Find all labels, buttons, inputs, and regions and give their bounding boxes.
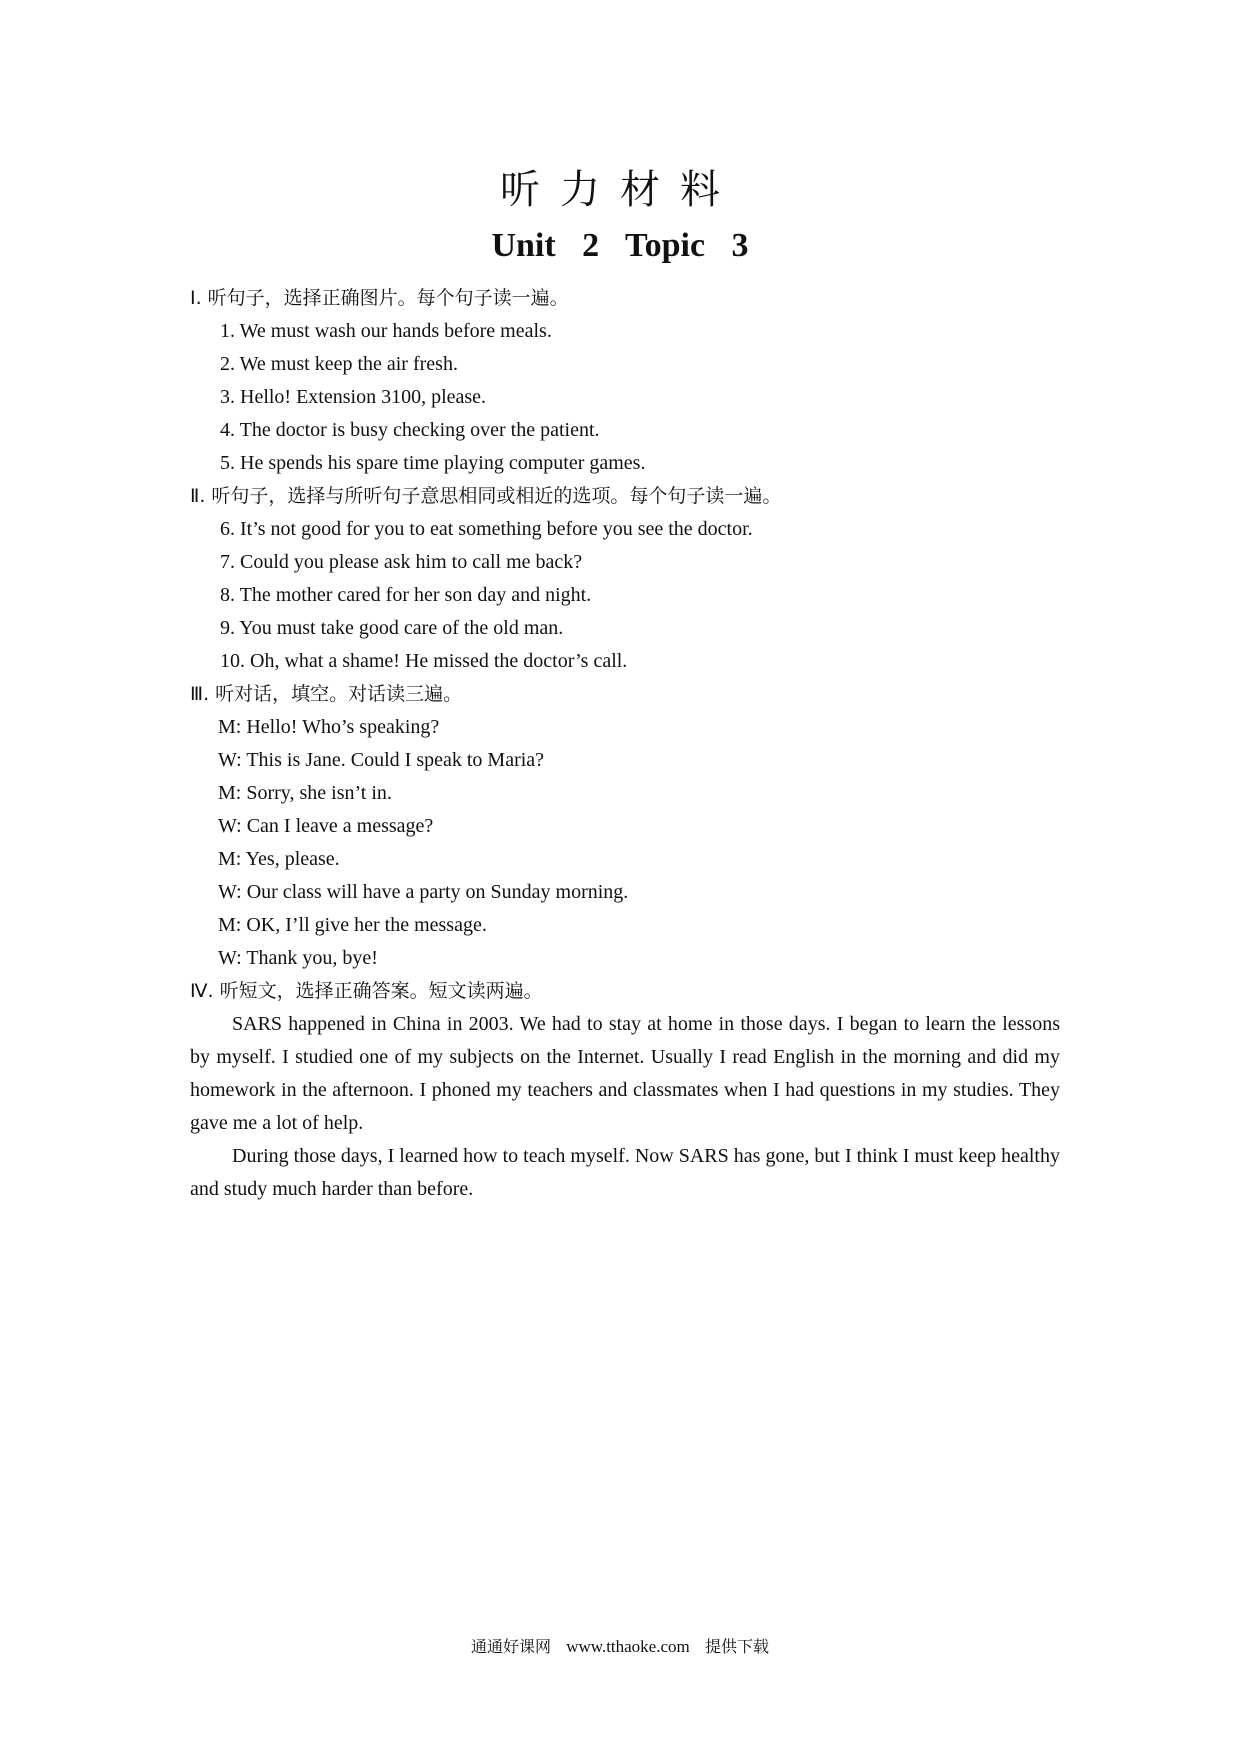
section-3-heading: Ⅲ. 听对话，填空。对话读三遍。 [190, 683, 463, 705]
passage-paragraph-1: SARS happened in China in 2003. We had to stay at home in those days. I began to learn the lessons by myself. I studied one of my subjects on the Internet. Usually I read English in the morning and did my homework in the afternoon. I phoned my teachers and classmates when I had questions in my studies. They gave me a lot of help. [190, 1013, 1060, 1134]
footer-url[interactable]: www.tthaoke.com [566, 1637, 690, 1656]
dialogue-line: W: Our class will have a party on Sunday morning. [218, 881, 629, 903]
dialogue-line: W: Can I leave a message? [218, 815, 434, 837]
section-4-heading: Ⅳ. 听短文，选择正确答案。短文读两遍。 [190, 980, 543, 1002]
section-1-heading: Ⅰ. 听句子，选择正确图片。每个句子读一遍。 [190, 287, 569, 309]
sentence-7: 7. Could you please ask him to call me back? [220, 551, 583, 573]
sentence-8: 8. The mother cared for her son day and night. [220, 584, 592, 606]
section-2-heading: Ⅱ. 听句子，选择与所听句子意思相同或相近的选项。每个句子读一遍。 [190, 485, 782, 507]
footer-download-text: 提供下载 [705, 1637, 770, 1656]
sentence-5: 5. He spends his spare time playing computer games. [220, 452, 646, 474]
unit-topic-heading: Unit 2 Topic 3 [491, 227, 749, 264]
sentence-6: 6. It’s not good for you to eat something before you see the doctor. [220, 518, 753, 540]
page-title: 听力材料 [500, 167, 740, 213]
passage-paragraph-2: During those days, I learned how to teach myself. Now SARS has gone, but I think I must keep healthy and study much harder than before. [190, 1145, 1060, 1200]
dialogue-line: M: Yes, please. [218, 848, 340, 870]
sentence-2: 2. We must keep the air fresh. [220, 353, 458, 375]
sentence-1: 1. We must wash our hands before meals. [220, 320, 552, 342]
dialogue-line: W: This is Jane. Could I speak to Maria? [218, 749, 545, 771]
dialogue-line: M: Sorry, she isn’t in. [218, 782, 392, 804]
sentence-9: 9. You must take good care of the old man. [220, 617, 564, 639]
dialogue-line: W: Thank you, bye! [218, 947, 378, 969]
page-footer [0, 1634, 1240, 1657]
footer-site-name: 通通好课网 [470, 1637, 551, 1656]
sentence-4: 4. The doctor is busy checking over the patient. [220, 419, 600, 441]
sentence-3: 3. Hello! Extension 3100, please. [220, 386, 487, 408]
sentence-10: 10. Oh, what a shame! He missed the doctor’s call. [220, 650, 628, 672]
dialogue-line: M: OK, I’ll give her the message. [218, 914, 487, 936]
listening-material-body [190, 282, 1060, 1206]
dialogue-line: M: Hello! Who’s speaking? [218, 716, 440, 738]
